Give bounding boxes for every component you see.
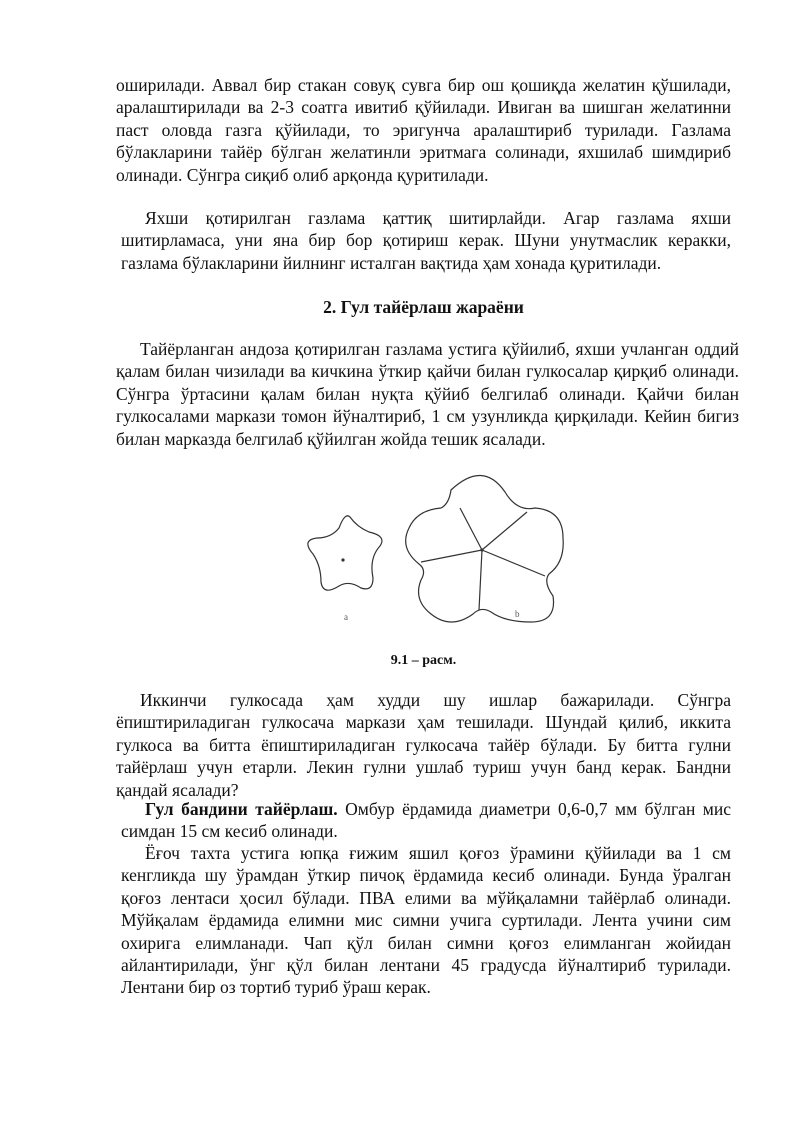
paragraph-gelatin-preparation: оширилади. Аввал бир стакан совуқ сувга бир ош қошиқда желатин қўшилади, аралаштирилади ва 2-3 соатга ивитиб қўйилади. Ивиган ва шишган желатинни паст оловда газга қўйилади, то эригунча аралаштириб турилади. Газлама бўлакларини тайёр бўлган желатинли эритмага солинади, яхшилаб шимдириб олинади. Сўнгра сиқиб олиб арқонда қуритилади. bbox=[116, 75, 731, 185]
large-calyx-template bbox=[406, 475, 564, 622]
stem-text: Омбур ёрдамида диаметри 0,6-0,7 мм бўлган мис симдан 15 см кесиб олинади. bbox=[121, 799, 731, 842]
large-calyx-center-dot bbox=[480, 548, 483, 551]
paragraph-cutting-pattern: Тайёрланган андоза қотирилган газлама устига қўйилиб, яхши учланган оддий қалам билан чизилади ва кичкина ўткир қайчи билан гулкосалар қирқиб олинади. Сўнгра ўртасини қалам билан нуқта қўйиб белгилаб олинади. Қайчи билан гулкосалами маркази томон йўналтириб, 1 см узунликда қирқилади. Кейин бигиз билан марказда белгилаб қўйилган жойда тешик ясалади. bbox=[116, 339, 739, 449]
figure-label-a: a bbox=[344, 612, 348, 622]
figure-flower-templates bbox=[295, 462, 585, 632]
paragraph-stiffened-fabric: Яхши қотирилган газлама қаттиқ шитирлайди. Агар газлама яхши шитирламаса, уни яна бир бор қотириш керак. Шуни унутмаслик керакки, газлама бўлакларини йилнинг исталган вақтида ҳам хонада қуритилади. bbox=[121, 208, 731, 273]
small-calyx-template bbox=[308, 516, 382, 590]
section-heading: 2. Гул тайёрлаш жараёни bbox=[323, 297, 524, 317]
stem-subheading: Гул бандини тайёрлаш. bbox=[145, 799, 338, 819]
small-calyx-center-dot bbox=[341, 558, 344, 561]
paragraph-paper-wrapping: Ёғоч тахта устига юпқа ғижим яшил қоғоз ўрамини қўйилади ва 1 см кенгликда шу ўрамдан ўткир пичоқ ёрдамида кесиб олинади. Бунда ўралган қоғоз лентаси ҳосил бўлади. ПВА елими ва мўйқаламни тайёрлаб олинади. Мўйқалам ёрдамида елимни мис симни учига суртилади. Лента учини сим охирига елимланади. Чап қўл билан симни қоғоз елимланган жойидан айлантирилади, ўнг қўл билан лентани 45 градусда йўналтириб турилади. Лентани бир оз тортиб туриб ўраш керак. bbox=[121, 843, 731, 998]
figure-caption: 9.1 – расм. bbox=[390, 653, 457, 668]
figure-label-b: b bbox=[515, 609, 520, 619]
paragraph-stem-making bbox=[121, 798, 731, 843]
paragraph-second-calyx: Иккинчи гулкосада ҳам худди шу ишлар бажарилади. Сўнгра ёпиштириладиган гулкосача маркази ҳам тешилади. Шундай қилиб, иккита гулкоса ва битта ёпиштириладиган гулкосача тайёр бўлади. Бу битта гулни тайёрлаш учун етарли. Лекин гулни ушлаб туриш учун банд керак. Бандни қандай ясалади? bbox=[116, 690, 731, 800]
